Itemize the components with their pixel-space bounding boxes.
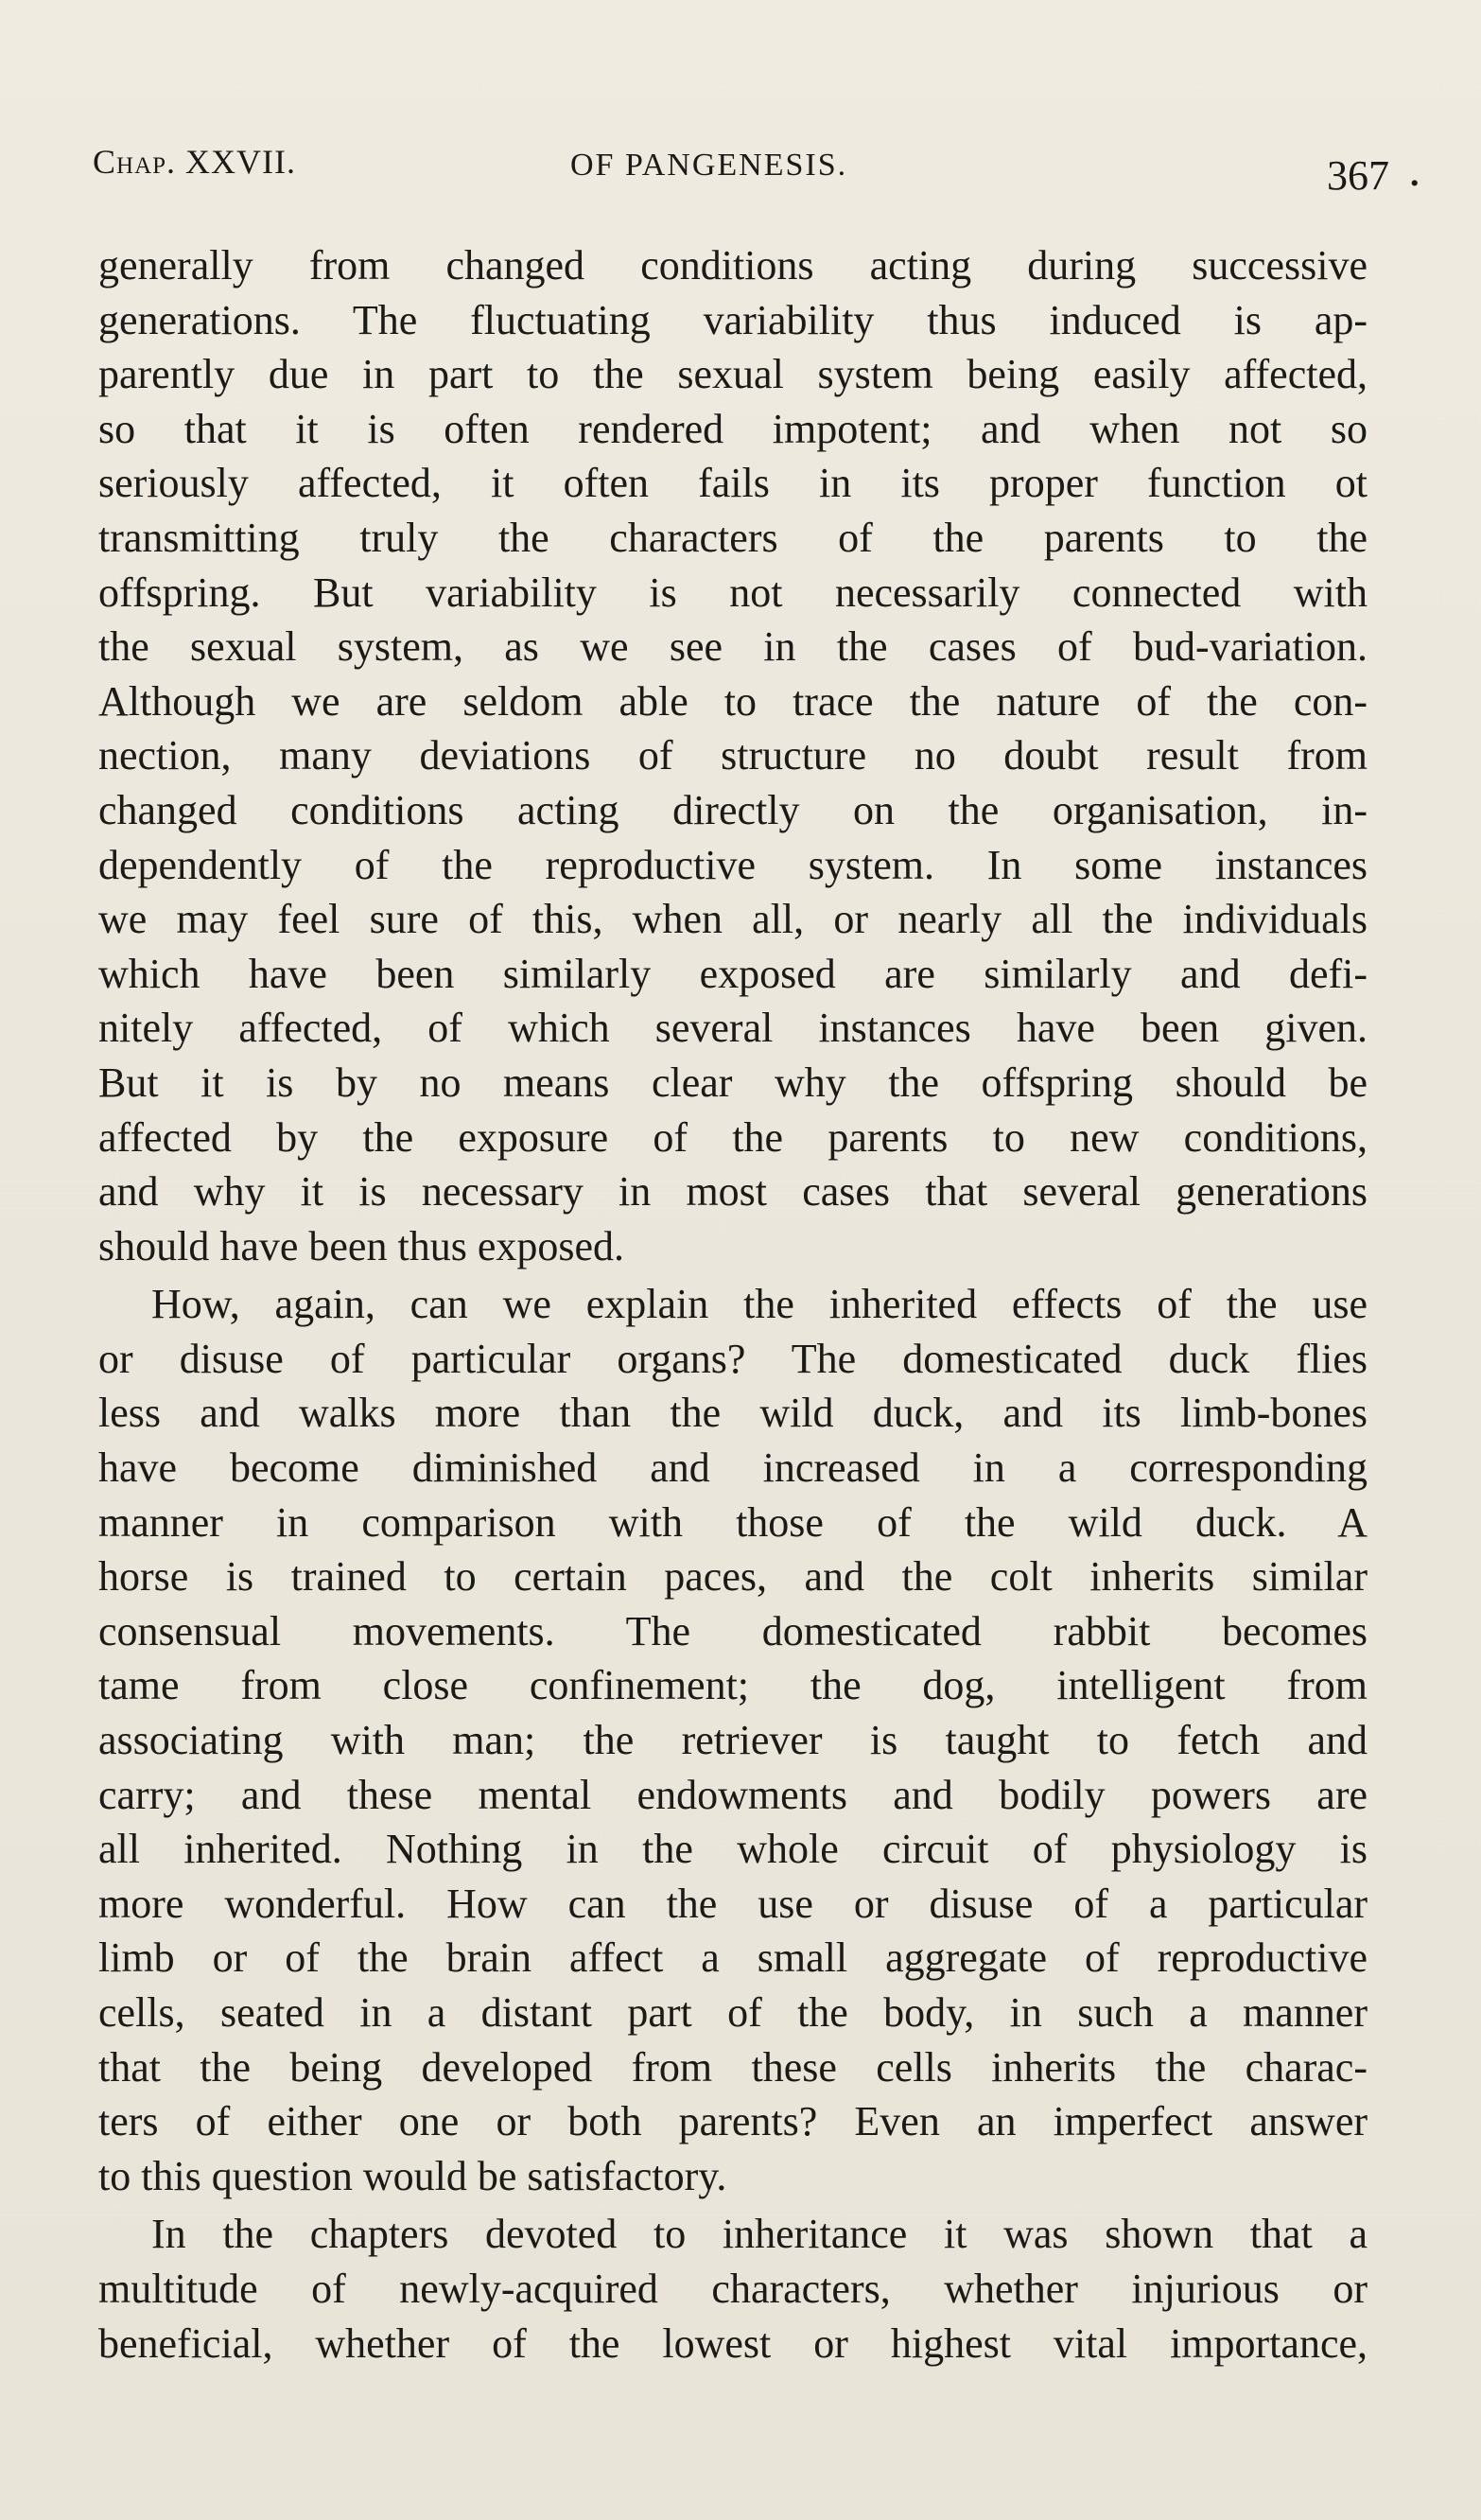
text-line: all inherited. Nothing in the whole circuit of physiology is [98,1826,1368,1873]
text-line: more wonderful. How can the use or disuse of a particular [98,1880,1368,1927]
text-line: limb or of the brain affect a small aggregate of reproductive [98,1934,1368,1982]
text-line: multitude of newly-acquired characters, whether injurious or [98,2265,1368,2312]
text-line: cells, seated in a distant part of the body, in such a manner [98,1989,1368,2036]
text-line: have become diminished and increased in a corresponding [98,1444,1368,1492]
text-line: nitely affected, of which several instances have been given. [98,1005,1368,1052]
chapter-title: OF PANGENESIS. [570,148,848,183]
text-line: ters of either one or both parents? Even an imperfect answer [98,2098,1368,2145]
text-line: generally from changed conditions acting during successive [98,242,1368,289]
text-line: less and walks more than the wild duck, and its limb-bones [98,1390,1368,1437]
text-line: or disuse of particular organs? The domesticated duck flies [98,1335,1368,1382]
text-line: which have been similarly exposed are similarly and defi- [98,950,1368,997]
chapter-label: Chap. XXVII. [93,143,296,181]
text-line: dependently of the reproductive system. In some instances [98,841,1368,888]
text-line: tame from close confinement; the dog, intelligent from [98,1662,1368,1709]
text-line: associating with man; the retriever is taught to fetch and [98,1717,1368,1764]
text-line: But it is by no means clear why the offspring should be [98,1059,1368,1106]
paragraph [98,1277,1368,2203]
text-line: transmitting truly the characters of the parents to the [98,514,1368,561]
text-line: manner in comparison with those of the wild duck. A [98,1498,1368,1546]
text-line: parently due in part to the sexual system being easily affected, [98,351,1368,398]
text-line: changed conditions acting directly on the organisation, in- [98,786,1368,833]
text-line: How, again, can we explain the inherited effects of the use [151,1281,1368,1328]
text-line: carry; and these mental endowments and bodily powers are [98,1771,1368,1818]
text-line: that the being developed from these cells inherits the charac- [98,2043,1368,2091]
text-line: beneficial, whether of the lowest or highest vital importance, [98,2319,1368,2367]
running-head [93,142,1420,208]
body-text [98,238,1368,2371]
text-line: to this question would be satisfactory. [98,2152,727,2199]
text-line: seriously affected, it often fails in its proper function ot [98,460,1368,507]
text-line: we may feel sure of this, when all, or nearly all the individuals [98,896,1368,943]
text-line: horse is trained to certain paces, and the colt inherits similar [98,1553,1368,1601]
text-line: the sexual system, as we see in the cases of bud-variation. [98,623,1368,671]
text-line: should have been thus exposed. [98,1222,624,1269]
text-line: consensual movements. The domesticated rabbit becomes [98,1607,1368,1654]
page-number: 367 [1327,152,1389,199]
text-line: so that it is often rendered impotent; and when not so [98,405,1368,452]
text-line: In the chapters devoted to inheritance it was shown that a [151,2211,1368,2258]
margin-mark: . [1410,154,1420,194]
text-line: nection, many deviations of structure no doubt result from [98,732,1368,779]
text-line: Although we are seldom able to trace the nature of the con- [98,677,1368,725]
paragraph [98,238,1368,1273]
text-line: affected by the exposure of the parents to new conditions, [98,1113,1368,1161]
text-line: and why it is necessary in most cases that several generations [98,1168,1368,1216]
paragraph [98,2207,1368,2371]
text-line: generations. The fluctuating variability thus induced is ap- [98,296,1368,343]
text-line: offspring. But variability is not necessarily connected with [98,569,1368,616]
